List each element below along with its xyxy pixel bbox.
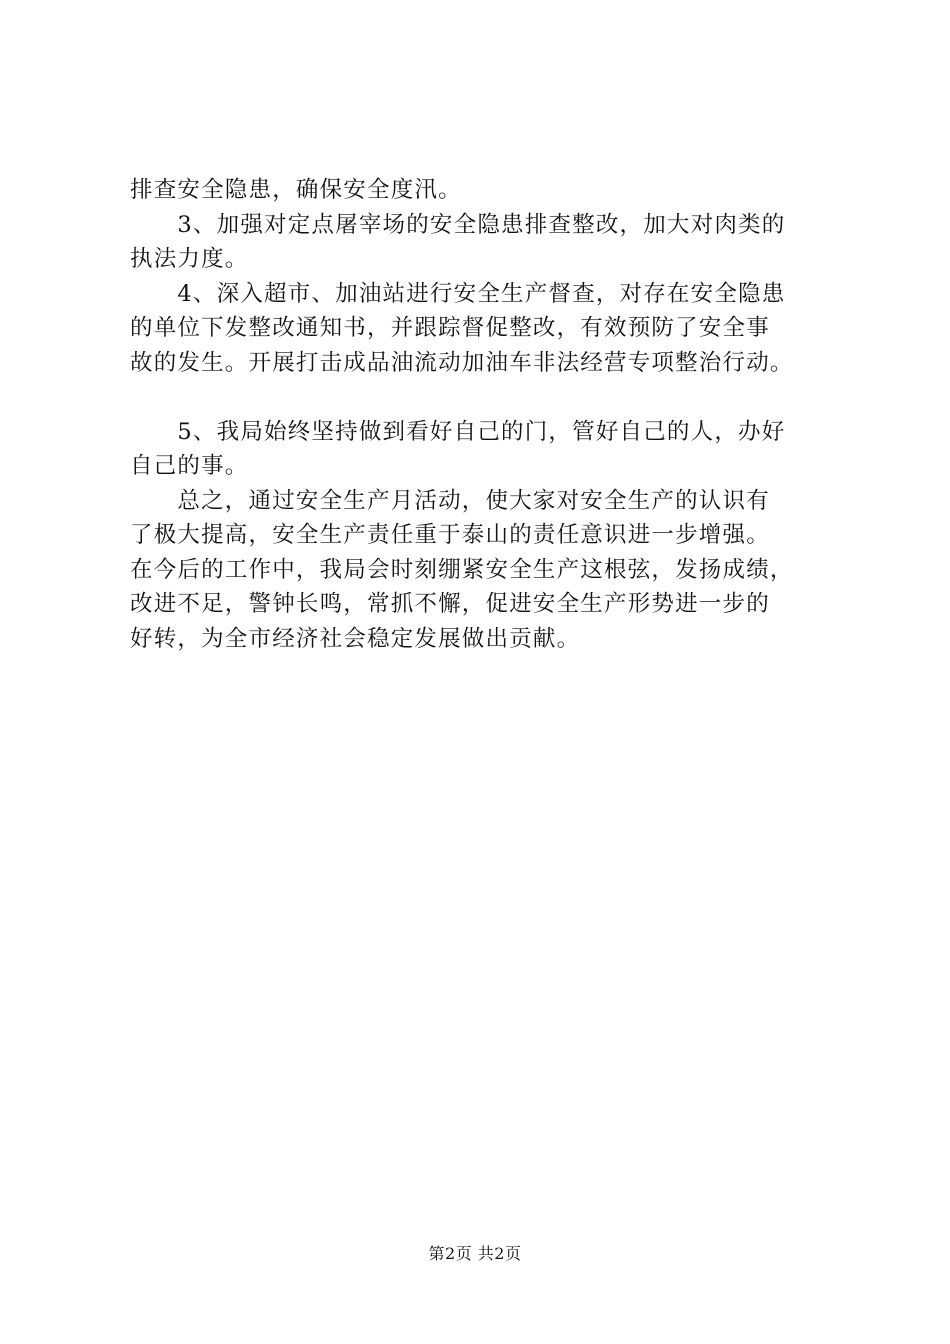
text-line: 的单位下发整改通知书，并跟踪督促整改，有效预防了安全事 (130, 315, 770, 341)
text-line: 4、深入超市、加油站进行安全生产督查，对存在安全隐患 (130, 280, 786, 307)
text-line: 自己的事。 (130, 453, 249, 479)
text-line: 在今后的工作中，我局会时刻绷紧安全生产这根弦，发扬成绩， (130, 556, 794, 583)
text-line: 排查安全隐患，确保安全度汛。 (130, 177, 462, 203)
text-line: 好转，为全市经济社会稳定发展做出贡献。 (130, 625, 581, 652)
text-line: 故的发生。开展打击成品油流动加油车非法经营专项整治行动。 (130, 349, 794, 376)
text-line: 执法力度。 (130, 246, 249, 272)
document-body (130, 173, 835, 656)
page-footer: 第2页 共2页 (428, 1244, 522, 1263)
text-line: 总之，通过安全生产月活动，使大家对安全生产的认识有 (130, 487, 770, 514)
paragraph-gap (130, 380, 835, 415)
text-line: 了极大提高，安全生产责任重于泰山的责任意识进一步增强。 (130, 522, 770, 548)
text-line: 改进不足，警钟长鸣，常抓不懈，促进安全生产形势进一步的 (130, 591, 770, 617)
text-line: 5、我局始终坚持做到看好自己的门，管好自己的人，办好 (130, 418, 786, 445)
text-line: 3、加强对定点屠宰场的安全隐患排查整改，加大对肉类的 (130, 211, 786, 238)
